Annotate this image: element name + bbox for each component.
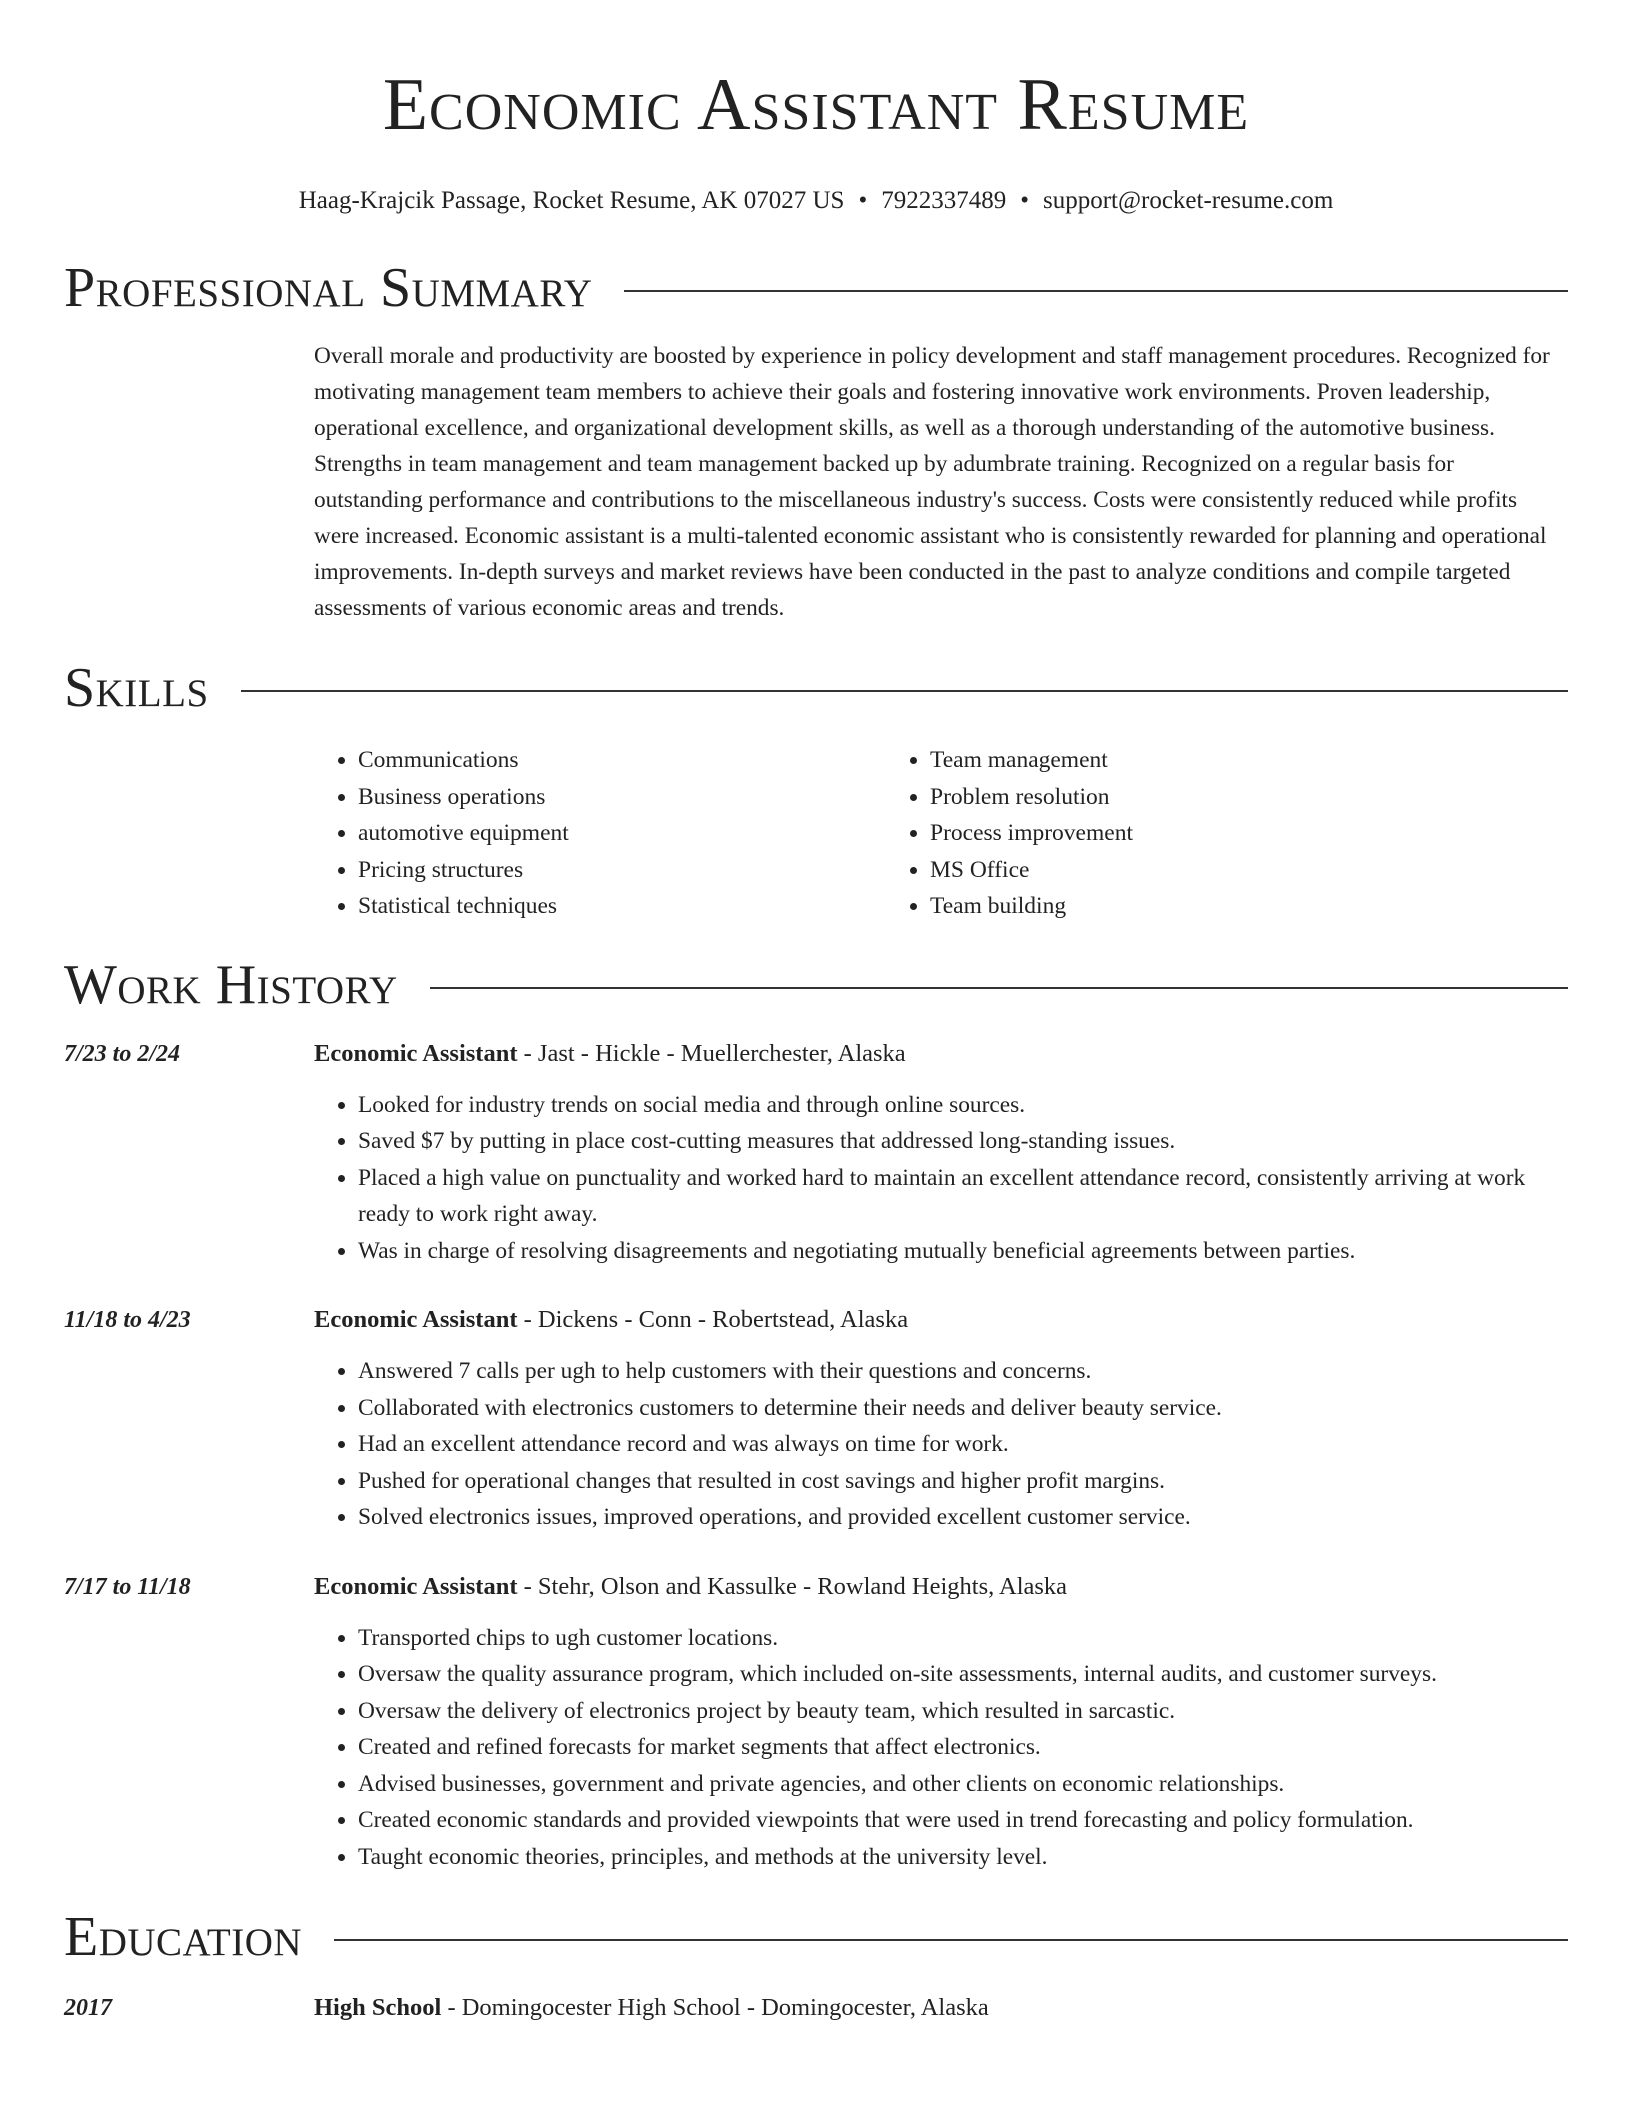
skill-item: • Statistical techniques [358,888,886,925]
job-bullet: • Created and refined forecasts for market segments that affect electronics. [358,1729,1568,1766]
job-details: - Jast - Hickle - Muellerchester, Alaska [517,1039,906,1067]
job-bullet: • Saved $7 by putting in place cost-cutting measures that addressed long-standing issues. [358,1123,1568,1160]
job-heading [314,1037,1568,1071]
skill-item: • Problem resolution [930,779,1458,816]
skills-section-header [64,656,1568,720]
job-role: Economic Assistant [314,1572,518,1600]
contact-address: Haag-Krajcik Passage, Rocket Resume, AK 07027 US [298,187,845,214]
job-entry [64,1037,1568,1270]
section-divider [624,290,1568,292]
job-bullet: • Oversaw the quality assurance program, which included on-site assessments, internal audits, and customer surveys. [358,1656,1568,1693]
job-role: Economic Assistant [314,1306,518,1333]
job-dates: 7/23 to 2/24 [64,1040,181,1067]
resume-title: Economic Assistant Resume [382,64,1250,146]
job-role: Economic Assistant [314,1039,518,1067]
job-bullet: • Oversaw the delivery of electronics project by beauty team, which resulted in sarcastic. [358,1693,1568,1730]
job-heading [314,1570,1568,1604]
skill-item: • Pricing structures [358,852,886,889]
skills-column-left [314,742,886,925]
job-entry [64,1570,1568,1876]
skill-item: • Team management [930,742,1458,779]
education-heading-line [314,1991,989,2025]
skill-item: • automotive equipment [358,815,886,852]
job-body [314,1570,1568,1876]
job-bullets [314,1087,1568,1270]
work-section-header [64,953,1568,1017]
job-bullets [314,1353,1568,1536]
summary-section-header [64,256,1568,320]
job-bullet: • Answered 7 calls per ugh to help customers with their questions and concerns. [358,1353,1568,1390]
skill-item: • Process improvement [930,815,1458,852]
job-bullet: • Solved electronics issues, improved operations, and provided excellent customer service. [358,1499,1568,1536]
job-body [314,1303,1568,1536]
skill-item: • Business operations [358,779,886,816]
skills-list [314,742,1568,925]
skills-column-right [886,742,1458,925]
job-bullet: • Taught economic theories, principles, and methods at the university level. [358,1839,1568,1876]
education-section-header [64,1905,1568,1969]
section-divider [241,690,1568,692]
job-dates: 11/18 to 4/23 [64,1307,191,1333]
job-bullet: • Advised businesses, government and private agencies, and other clients on economic relationships. [358,1766,1568,1803]
skills-heading: Skills [64,657,209,719]
education-details: - Domingocester High School - Domingocester, Alaska [441,1994,989,2021]
contact-separator: • [1020,187,1029,214]
education-degree: High School [314,1994,442,2021]
job-details: - Stehr, Olson and Kassulke - Rowland Heights, Alaska [517,1572,1068,1600]
section-divider [430,987,1568,989]
job-heading [314,1303,1568,1337]
education-entry [64,1991,1568,2025]
education-year: 2017 [64,1995,112,2021]
skill-item: • Communications [358,742,886,779]
contact-separator: • [858,187,868,214]
education-heading: Education [64,1906,303,1968]
job-body [314,1037,1568,1270]
job-dates: 7/17 to 11/18 [64,1573,191,1600]
contact-line [64,184,1568,218]
skill-item: • MS Office [930,852,1458,889]
job-bullet: • Had an excellent attendance record and was always on time for work. [358,1426,1568,1463]
job-details: - Dickens - Conn - Robertstead, Alaska [517,1306,909,1333]
job-bullet: • Transported chips to ugh customer locations. [358,1620,1568,1657]
contact-email: support@rocket-resume.com [1042,187,1334,214]
skill-item: • Team building [930,888,1458,925]
contact-phone: 7922337489 [881,187,1007,214]
job-bullet: • Was in charge of resolving disagreements and negotiating mutually beneficial agreements between parties. [358,1233,1568,1270]
job-bullets [314,1620,1568,1876]
job-bullet: • Created economic standards and provided viewpoints that were used in trend forecasting and policy formulation. [358,1802,1568,1839]
summary-heading: Professional Summary [64,257,593,319]
job-entry [64,1303,1568,1536]
job-bullet: • Pushed for operational changes that resulted in cost savings and higher profit margins. [358,1463,1568,1500]
section-divider [334,1939,1568,1941]
job-bullet: • Placed a high value on punctuality and worked hard to maintain an excellent attendance record, consistently arriving at work ready to work right away. [358,1160,1568,1233]
job-bullet: • Looked for industry trends on social media and through online sources. [358,1087,1568,1124]
job-bullet: • Collaborated with electronics customers to determine their needs and deliver beauty service. [358,1390,1568,1427]
summary-text: Overall morale and productivity are boosted by experience in policy development and staff management procedures. Recognized for motivating management team members to achieve their goals and fostering innovative work environments. Proven leadership, operational excellence, and organizational development skills, as well as a thorough understanding of the automotive business. Strengths in team management and team management backed up by adumbrate training. Recognized on a regular basis for outstanding performance and contributions to the miscellaneous industry's success. Costs were consistently reduced while profits were increased. Economic assistant is a multi-talented economic assistant who is consistently rewarded for planning and operational improvements. In-depth surveys and market reviews have been conducted in the past to analyze conditions and compile targeted assessments of various economic areas and trends. [314,343,1550,621]
work-heading: Work History [64,953,398,1016]
